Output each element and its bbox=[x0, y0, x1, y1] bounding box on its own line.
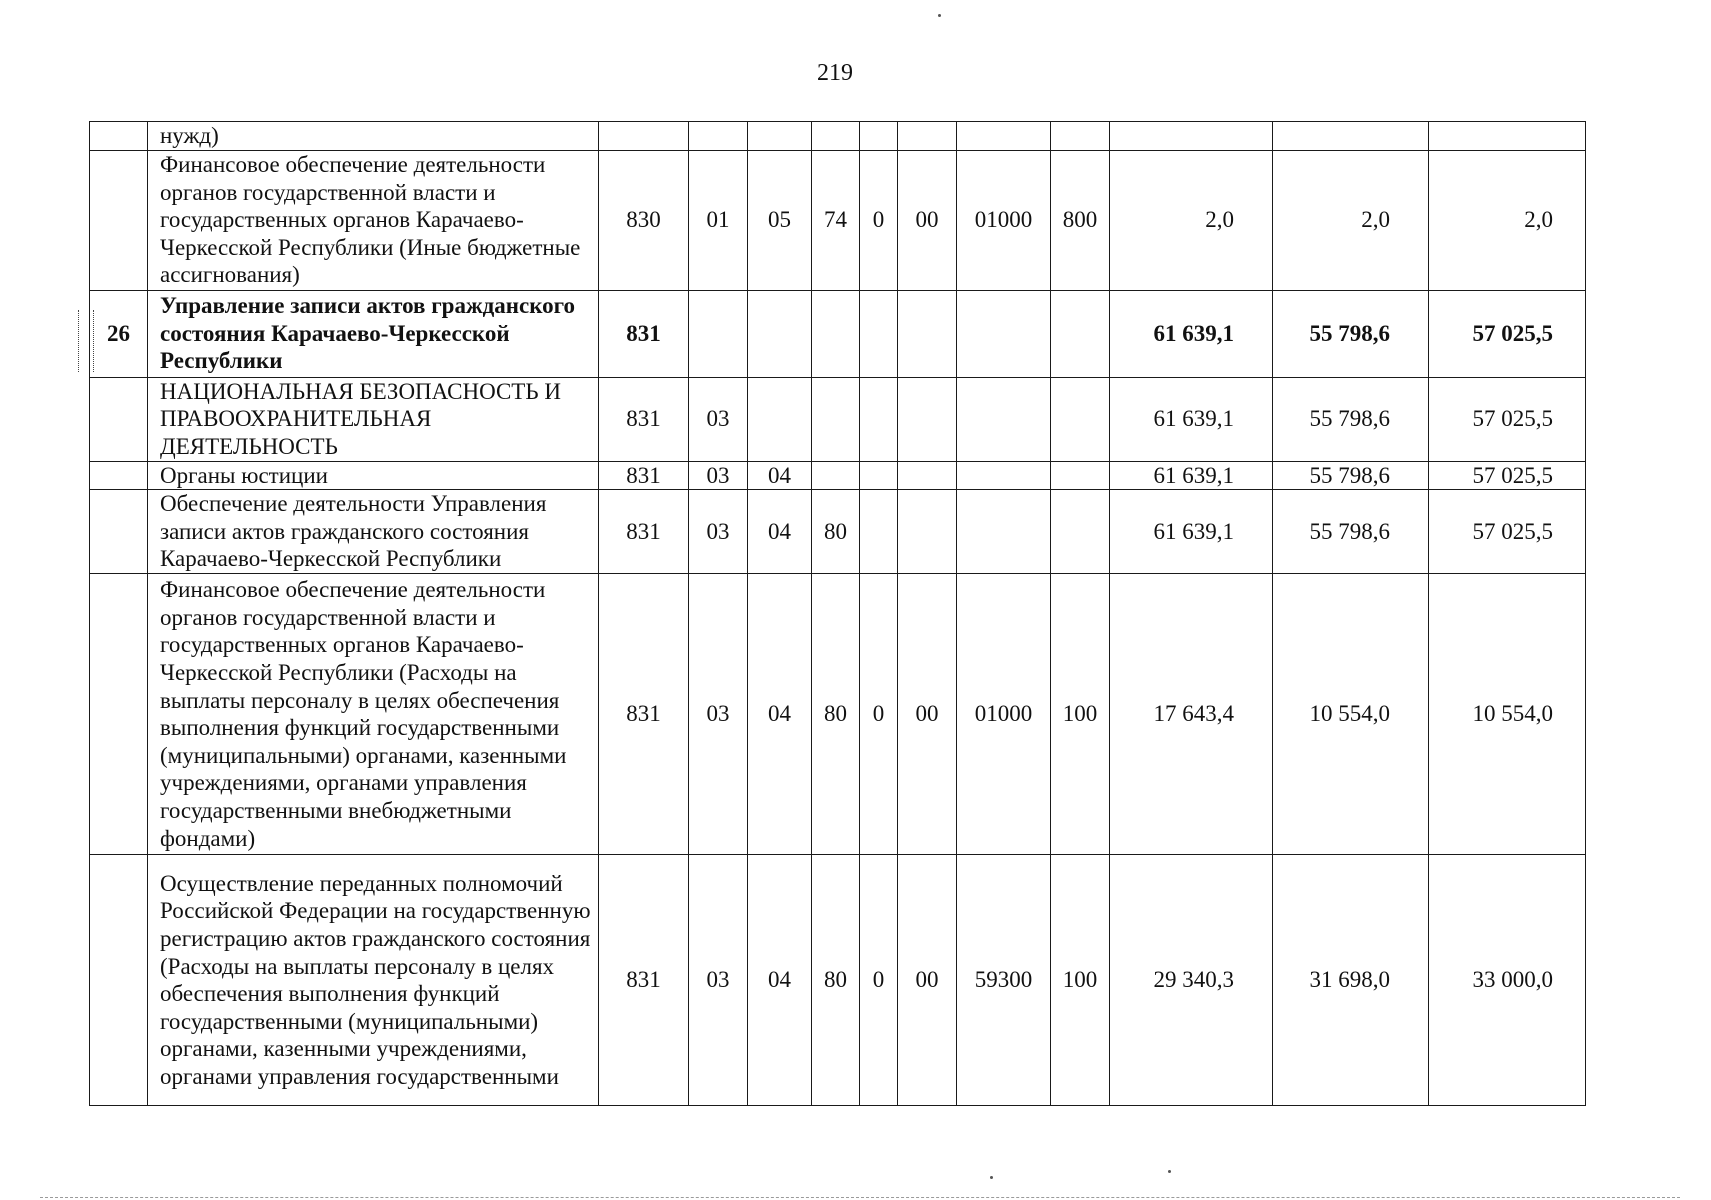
row-number: 26 bbox=[90, 290, 148, 377]
section-code: 01 bbox=[689, 150, 748, 290]
target-article-direction bbox=[957, 490, 1051, 574]
scan-speck bbox=[990, 1176, 993, 1179]
amount-year-3: 57 025,5 bbox=[1429, 490, 1586, 574]
ministry-code: 830 bbox=[599, 150, 689, 290]
table-row bbox=[90, 122, 1586, 151]
section-code: 03 bbox=[689, 490, 748, 574]
amount-year-2: 55 798,6 bbox=[1273, 490, 1429, 574]
target-article-subprogram bbox=[860, 490, 898, 574]
expense-name: Обеспечение деятельности Управления записи актов гражданского состояния Карачаево-Черкесской Республики bbox=[148, 490, 599, 574]
row-number bbox=[90, 490, 148, 574]
scan-artifact-line bbox=[40, 1197, 1680, 1198]
expense-type-code bbox=[1051, 122, 1110, 151]
amount-year-1 bbox=[1110, 122, 1273, 151]
table-row bbox=[90, 855, 1586, 1106]
row-number bbox=[90, 122, 148, 151]
section-code: 03 bbox=[689, 377, 748, 461]
section-code bbox=[689, 290, 748, 377]
expense-name: Финансовое обеспечение деятельности органов государственной власти и государственных органов Карачаево-Черкесской Республики (Иные бюджетные ассигнования) bbox=[148, 150, 599, 290]
expense-type-code bbox=[1051, 461, 1110, 490]
target-article-direction bbox=[957, 122, 1051, 151]
target-article-subprogram: 0 bbox=[860, 574, 898, 855]
expense-name: Финансовое обеспечение деятельности органов государственной власти и государственных органов Карачаево-Черкесской Республики (Расходы на выплаты персоналу в целях обеспечения выполнения функций государственными (муниципальными) органами, казенными учреждениями, органами управления государственными внебюджетными фондами) bbox=[148, 574, 599, 855]
subsection-code: 04 bbox=[748, 490, 812, 574]
table-row bbox=[90, 290, 1586, 377]
target-article-event bbox=[898, 290, 957, 377]
expense-type-code: 100 bbox=[1051, 574, 1110, 855]
amount-year-1: 17 643,4 bbox=[1110, 574, 1273, 855]
ministry-code bbox=[599, 122, 689, 151]
expense-type-code bbox=[1051, 290, 1110, 377]
target-article-event bbox=[898, 377, 957, 461]
amount-year-2: 10 554,0 bbox=[1273, 574, 1429, 855]
subsection-code bbox=[748, 290, 812, 377]
target-article-event: 00 bbox=[898, 150, 957, 290]
target-article-program bbox=[812, 377, 860, 461]
ministry-code: 831 bbox=[599, 377, 689, 461]
section-code bbox=[689, 122, 748, 151]
target-article-program: 80 bbox=[812, 855, 860, 1106]
target-article-event bbox=[898, 122, 957, 151]
subsection-code bbox=[748, 377, 812, 461]
scan-margin-mark bbox=[78, 310, 94, 372]
ministry-code: 831 bbox=[599, 574, 689, 855]
ministry-code: 831 bbox=[599, 290, 689, 377]
scan-speck bbox=[938, 14, 941, 17]
target-article-event bbox=[898, 490, 957, 574]
target-article-event: 00 bbox=[898, 855, 957, 1106]
row-number bbox=[90, 855, 148, 1106]
expense-name: Органы юстиции bbox=[148, 461, 599, 490]
target-article-subprogram bbox=[860, 377, 898, 461]
table-row bbox=[90, 490, 1586, 574]
amount-year-3 bbox=[1429, 122, 1586, 151]
target-article-direction bbox=[957, 290, 1051, 377]
target-article-direction: 01000 bbox=[957, 150, 1051, 290]
amount-year-2 bbox=[1273, 122, 1429, 151]
expense-name: НАЦИОНАЛЬНАЯ БЕЗОПАСНОСТЬ И ПРАВООХРАНИТЕЛЬНАЯ ДЕЯТЕЛЬНОСТЬ bbox=[148, 377, 599, 461]
amount-year-2: 2,0 bbox=[1273, 150, 1429, 290]
page-number: 219 bbox=[817, 60, 853, 86]
ministry-code: 831 bbox=[599, 490, 689, 574]
target-article-direction bbox=[957, 377, 1051, 461]
table-row bbox=[90, 377, 1586, 461]
row-number bbox=[90, 461, 148, 490]
subsection-code bbox=[748, 122, 812, 151]
amount-year-3: 57 025,5 bbox=[1429, 377, 1586, 461]
amount-year-1: 61 639,1 bbox=[1110, 290, 1273, 377]
target-article-event: 00 bbox=[898, 574, 957, 855]
ministry-code: 831 bbox=[599, 855, 689, 1106]
target-article-event bbox=[898, 461, 957, 490]
row-number bbox=[90, 574, 148, 855]
target-article-subprogram: 0 bbox=[860, 855, 898, 1106]
expense-type-code bbox=[1051, 377, 1110, 461]
target-article-subprogram bbox=[860, 461, 898, 490]
amount-year-2: 55 798,6 bbox=[1273, 377, 1429, 461]
target-article-program: 80 bbox=[812, 574, 860, 855]
amount-year-3: 57 025,5 bbox=[1429, 461, 1586, 490]
subsection-code: 05 bbox=[748, 150, 812, 290]
table-row bbox=[90, 150, 1586, 290]
target-article-subprogram: 0 bbox=[860, 150, 898, 290]
amount-year-3: 57 025,5 bbox=[1429, 290, 1586, 377]
expense-name: Осуществление переданных полномочий Российской Федерации на государственную регистрацию актов гражданского состояния (Расходы на выплаты персоналу в целях обеспечения выполнения функций государственными (муниципальными) органами, казенными учреждениями, органами управления государственными bbox=[148, 855, 599, 1106]
target-article-direction: 01000 bbox=[957, 574, 1051, 855]
subsection-code: 04 bbox=[748, 855, 812, 1106]
scan-speck bbox=[1168, 1170, 1171, 1173]
row-number bbox=[90, 150, 148, 290]
amount-year-1: 2,0 bbox=[1110, 150, 1273, 290]
amount-year-3: 2,0 bbox=[1429, 150, 1586, 290]
target-article-direction: 59300 bbox=[957, 855, 1051, 1106]
budget-table bbox=[89, 121, 1586, 1106]
expense-type-code bbox=[1051, 490, 1110, 574]
amount-year-1: 29 340,3 bbox=[1110, 855, 1273, 1106]
expense-type-code: 800 bbox=[1051, 150, 1110, 290]
amount-year-1: 61 639,1 bbox=[1110, 461, 1273, 490]
table-row bbox=[90, 461, 1586, 490]
row-number bbox=[90, 377, 148, 461]
target-article-program: 74 bbox=[812, 150, 860, 290]
amount-year-3: 33 000,0 bbox=[1429, 855, 1586, 1106]
target-article-program: 80 bbox=[812, 490, 860, 574]
expense-name: Управление записи актов гражданского состояния Карачаево-Черкесской Республики bbox=[148, 290, 599, 377]
subsection-code: 04 bbox=[748, 461, 812, 490]
target-article-program bbox=[812, 290, 860, 377]
amount-year-3: 10 554,0 bbox=[1429, 574, 1586, 855]
target-article-direction bbox=[957, 461, 1051, 490]
amount-year-2: 55 798,6 bbox=[1273, 290, 1429, 377]
amount-year-2: 31 698,0 bbox=[1273, 855, 1429, 1106]
section-code: 03 bbox=[689, 574, 748, 855]
amount-year-2: 55 798,6 bbox=[1273, 461, 1429, 490]
ministry-code: 831 bbox=[599, 461, 689, 490]
amount-year-1: 61 639,1 bbox=[1110, 490, 1273, 574]
section-code: 03 bbox=[689, 461, 748, 490]
target-article-program bbox=[812, 461, 860, 490]
section-code: 03 bbox=[689, 855, 748, 1106]
target-article-subprogram bbox=[860, 290, 898, 377]
subsection-code: 04 bbox=[748, 574, 812, 855]
target-article-program bbox=[812, 122, 860, 151]
expense-name: нужд) bbox=[148, 122, 599, 151]
table-row bbox=[90, 574, 1586, 855]
expense-type-code: 100 bbox=[1051, 855, 1110, 1106]
amount-year-1: 61 639,1 bbox=[1110, 377, 1273, 461]
target-article-subprogram bbox=[860, 122, 898, 151]
